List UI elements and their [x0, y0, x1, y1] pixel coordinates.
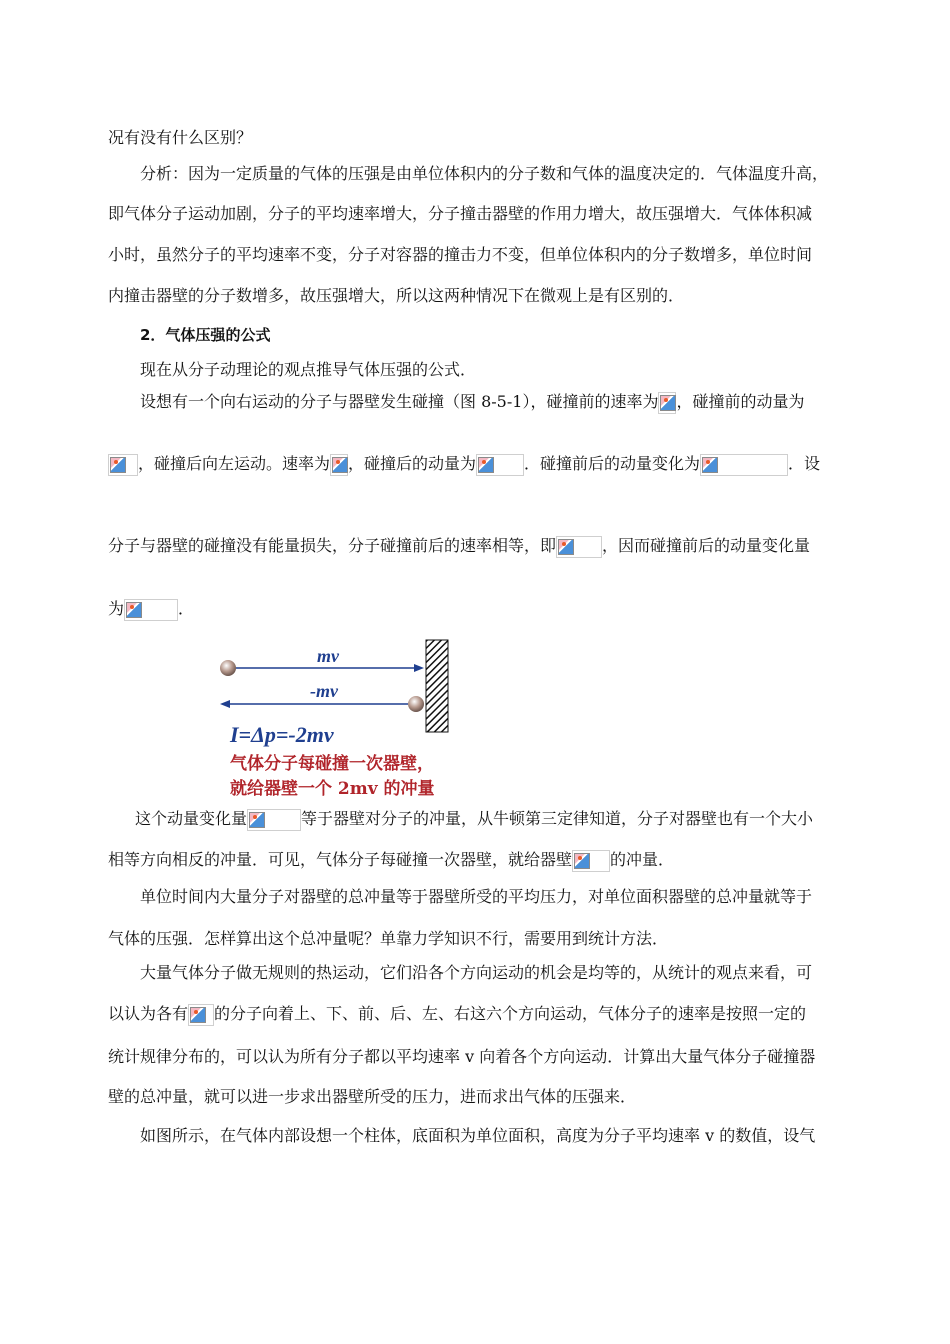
- paragraph-line: 分子与器壁的碰撞没有能量损失，分子碰撞前后的速率相等，即 ，因而碰撞前后的动量变化量: [108, 535, 850, 558]
- figure-caption-2: 就给器壁一个 2mv 的冲量: [230, 779, 435, 799]
- figure-caption-1: 气体分子每碰撞一次器壁，: [230, 754, 434, 774]
- broken-image-icon: [332, 457, 348, 473]
- paragraph-line: 为 ．: [108, 598, 850, 621]
- formula-image: [124, 599, 178, 621]
- paragraph-line: 小时，虽然分子的平均速率不变，分子对容器的撞击力不变，但单位体积内的分子数增多，单位时间: [108, 245, 813, 264]
- broken-image-icon: [190, 1007, 206, 1023]
- broken-image-icon: [478, 457, 494, 473]
- section-heading: 2．气体压强的公式: [140, 326, 271, 344]
- formula-image: [556, 536, 602, 558]
- paragraph-line: 现在从分子动理论的观点推导气体压强的公式．: [140, 360, 477, 379]
- arrow-left-head: [220, 700, 230, 708]
- formula-image: [476, 454, 524, 476]
- paragraph-line: 这个动量变化量 等于器壁对分子的冲量，从牛顿第三定律知道，分子对器壁也有一个大小: [135, 808, 877, 831]
- paragraph-line: 壁的总冲量，就可以进一步求出器壁所受的压力，进而求出气体的压强来．: [108, 1087, 637, 1106]
- paragraph-line: 设想有一个向右运动的分子与器壁发生碰撞（图 8-5-1），碰撞前的速率为 ，碰撞前的动量为: [140, 391, 850, 414]
- formula-image: [108, 454, 138, 476]
- paragraph-line: 如图所示，在气体内部设想一个柱体，底面积为单位面积，高度为分子平均速率 v 的数值，设气: [140, 1126, 816, 1145]
- label-mv: mv: [317, 646, 339, 666]
- broken-image-icon: [110, 457, 126, 473]
- broken-image-icon: [126, 602, 142, 618]
- paragraph-line: ，碰撞后向左运动。速率为 ，碰撞后的动量为 ．碰撞前后的动量变化为 ．设: [108, 453, 850, 476]
- paragraph-line: 气体的压强．怎样算出这个总冲量呢？单靠力学知识不行，需要用到统计方法．: [108, 929, 669, 948]
- formula-image: [330, 454, 348, 476]
- molecule-after: [408, 696, 424, 712]
- impulse-equation: I=Δp=-2mv: [230, 722, 334, 747]
- paragraph-line: 即气体分子运动加剧，分子的平均速率增大，分子撞击器壁的作用力增大，故压强增大．气体体积减: [108, 204, 813, 223]
- formula-image: [247, 809, 301, 831]
- broken-image-icon: [702, 457, 718, 473]
- paragraph-line: 单位时间内大量分子对器壁的总冲量等于器壁所受的平均压力，对单位面积器壁的总冲量就等于: [140, 887, 813, 906]
- broken-image-icon: [574, 853, 590, 869]
- arrow-right-head: [414, 664, 424, 672]
- wall: [426, 640, 448, 732]
- paragraph-line: 大量气体分子做无规则的热运动，它们沿各个方向运动的机会是均等的，从统计的观点来看，可: [140, 963, 813, 982]
- formula-image: [658, 392, 676, 414]
- paragraph-line: 内撞击器壁的分子数增多，故压强增大，所以这两种情况下在微观上是有区别的．: [108, 286, 685, 305]
- label-minus-mv: -mv: [310, 681, 338, 701]
- paragraph-line: 以认为各有 的分子向着上、下、前、后、左、右这六个方向运动，气体分子的速率是按照一定的: [108, 1003, 850, 1026]
- paragraph-line: 相等方向相反的冲量．可见，气体分子每碰撞一次器壁，就给器壁 的冲量．: [108, 849, 850, 872]
- formula-image: [188, 1004, 214, 1026]
- broken-image-icon: [249, 812, 265, 828]
- formula-image: [700, 454, 788, 476]
- paragraph-line: 分析：因为一定质量的气体的压强是由单位体积内的分子数和气体的温度决定的．气体温度升高，: [140, 164, 829, 183]
- molecule-before: [220, 660, 236, 676]
- broken-image-icon: [660, 395, 676, 411]
- paragraph-line: 况有没有什么区别？: [108, 128, 253, 147]
- formula-image: [572, 850, 610, 872]
- paragraph-line: 统计规律分布的，可以认为所有分子都以平均速率 v 向着各个方向运动．计算出大量气体分子碰撞器: [108, 1047, 816, 1066]
- broken-image-icon: [558, 539, 574, 555]
